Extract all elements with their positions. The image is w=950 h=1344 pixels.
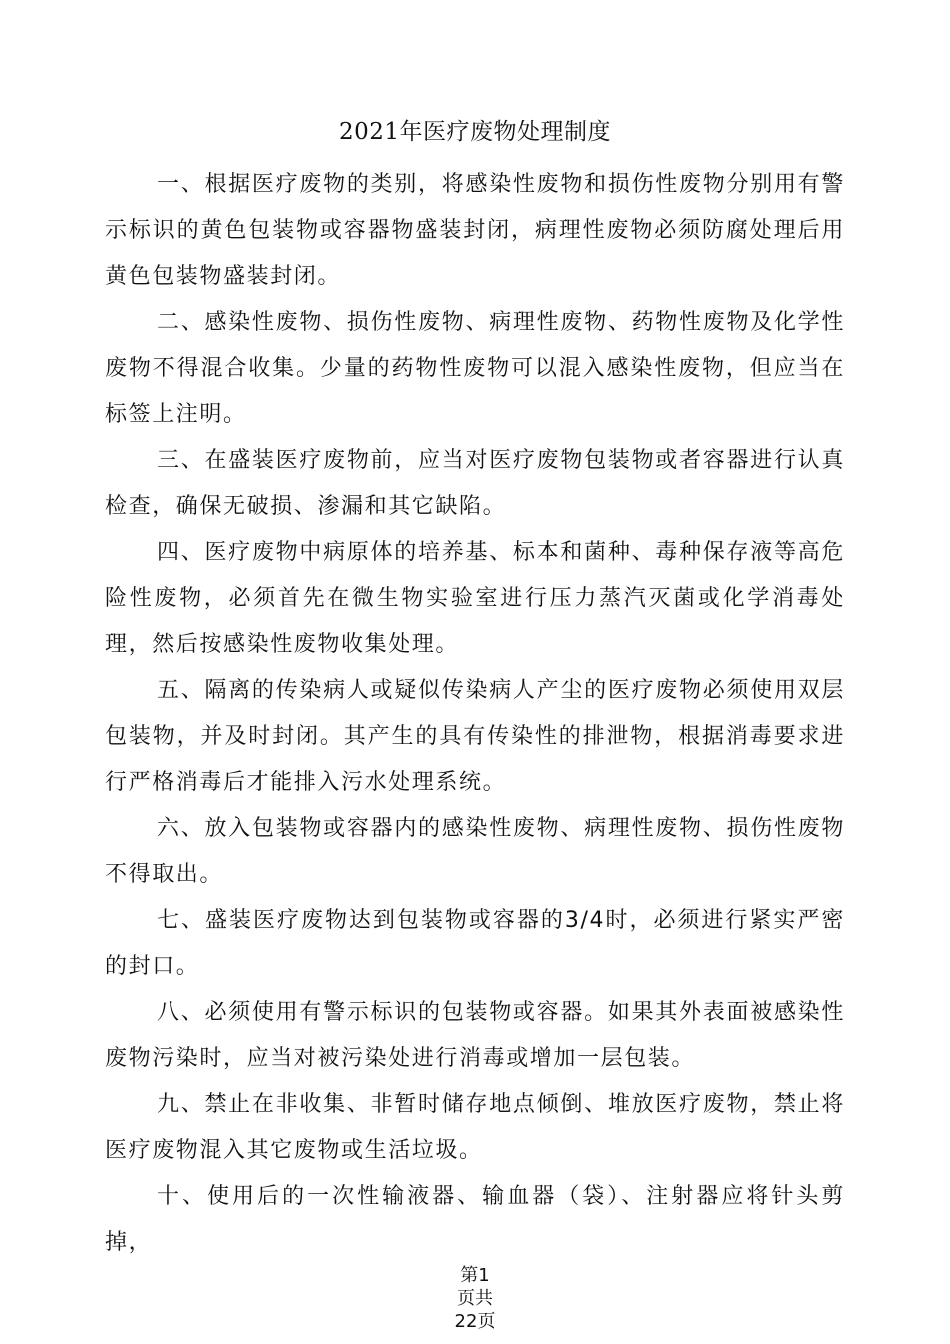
paragraph-4: 四、医疗废物中病原体的培养基、标本和菌种、毒种保存液等高危险性废物，必须首先在微生物实验室进行压力蒸汽灭菌或化学消毒处理，然后按感染性废物收集处理。 (105, 540, 845, 657)
paragraph-1: 一、根据医疗废物的类别，将感染性废物和损伤性废物分别用有警示标识的黄色包装物或容器物盛装封闭，病理性废物必须防腐处理后用黄色包装物盛装封闭。 (105, 172, 845, 289)
paragraph-9: 九、禁止在非收集、非暂时储存地点倾倒、堆放医疗废物，禁止将医疗废物混入其它废物或生活垃圾。 (105, 1092, 845, 1163)
paragraph-3: 三、在盛装医疗废物前，应当对医疗废物包装物或者容器进行认真检查，确保无破损、渗漏和其它缺陷。 (105, 448, 845, 519)
paragraph-10: 十、使用后的一次性输液器、输血器（袋）、注射器应将针头剪掉， (105, 1184, 845, 1255)
document-title: 2021年医疗废物处理制度 (338, 119, 612, 145)
document-body (105, 162, 845, 1266)
page-number-line-2: 页共 (457, 1288, 493, 1309)
paragraph-6: 六、放入包装物或容器内的感染性废物、病理性废物、损伤性废物不得取出。 (105, 816, 845, 887)
paragraph-7: 七、盛装医疗废物达到包装物或容器的3/4时，必须进行紧实严密的封口。 (105, 908, 845, 979)
paragraph-5: 五、隔离的传染病人或疑似传染病人产尘的医疗废物必须使用双层包装物，并及时封闭。其产生的具有传染性的排泄物，根据消毒要求进行严格消毒后才能排入污水处理系统。 (105, 678, 845, 795)
page-number-footer (0, 1264, 950, 1333)
paragraph-2: 二、感染性废物、损伤性废物、病理性废物、药物性废物及化学性废物不得混合收集。少量的药物性废物可以混入感染性废物，但应当在标签上注明。 (105, 310, 845, 427)
paragraph-8: 八、必须使用有警示标识的包装物或容器。如果其外表面被感染性废物污染时，应当对被污染处进行消毒或增加一层包装。 (105, 1000, 845, 1071)
page-number-line-1: 第1 (460, 1265, 490, 1286)
page-number-line-3: 22页 (454, 1311, 496, 1332)
